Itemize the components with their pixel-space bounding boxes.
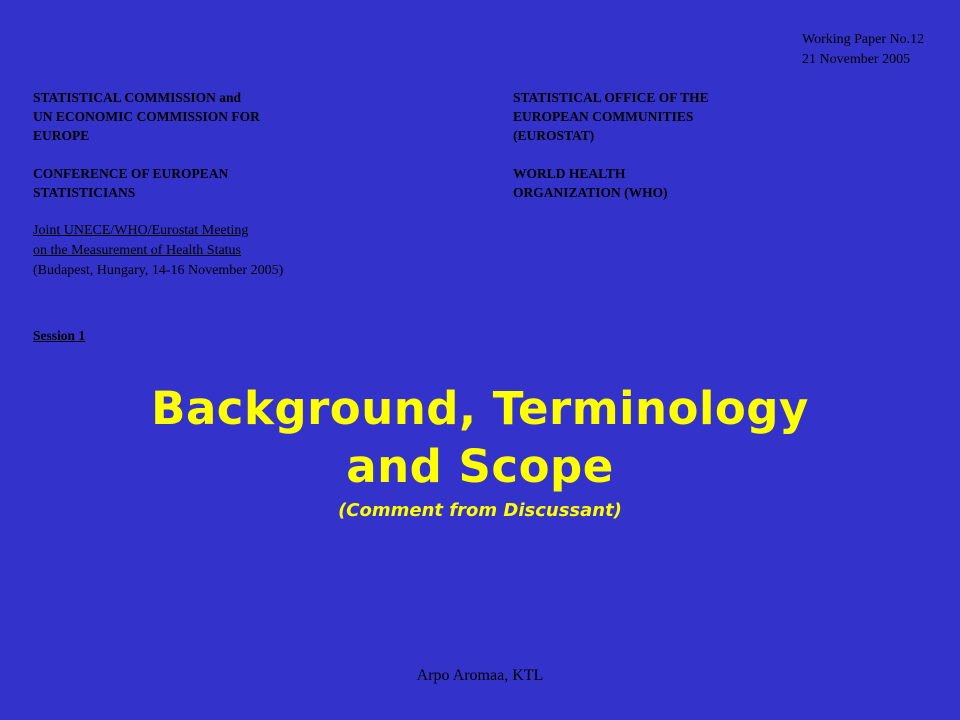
spacer: [33, 145, 453, 164]
title-subtitle: (Comment from Discussant): [338, 500, 622, 521]
left-organizations: [33, 88, 453, 202]
meeting-title-line-1: Joint UNECE/WHO/Eurostat Meeting: [33, 223, 249, 238]
slide-title: [0, 380, 960, 524]
right-org-line-4: WORLD HEALTH: [513, 166, 626, 181]
working-paper-date: 21 November 2005: [802, 52, 911, 67]
left-org-line-3: EUROPE: [33, 128, 90, 143]
working-paper-number: Working Paper No.12: [802, 32, 925, 47]
meeting-info: [33, 221, 283, 281]
footer-author: Arpo Aromaa, KTL: [416, 667, 544, 684]
left-org-line-4: CONFERENCE OF EUROPEAN: [33, 166, 229, 181]
right-org-line-2: EUROPEAN COMMUNITIES: [513, 109, 694, 124]
right-org-line-1: STATISTICAL OFFICE OF THE: [513, 90, 709, 105]
right-organizations: [513, 88, 913, 202]
spacer: [513, 145, 913, 164]
left-org-line-5: STATISTICIANS: [33, 185, 136, 200]
title-line-2: and Scope: [346, 440, 614, 493]
title-line-1: Background, Terminology: [151, 382, 809, 435]
right-org-line-3: (EUROSTAT): [513, 128, 595, 143]
session-label: Session 1: [33, 328, 86, 343]
right-org-line-5: ORGANIZATION (WHO): [513, 185, 668, 200]
left-org-line-1: STATISTICAL COMMISSION and: [33, 90, 242, 105]
left-org-line-2: UN ECONOMIC COMMISSION FOR: [33, 109, 260, 124]
meeting-title-line-2: on the Measurement of Health Status: [33, 243, 242, 258]
meeting-location: (Budapest, Hungary, 14-16 November 2005): [33, 263, 284, 278]
working-paper-info: [802, 30, 924, 70]
